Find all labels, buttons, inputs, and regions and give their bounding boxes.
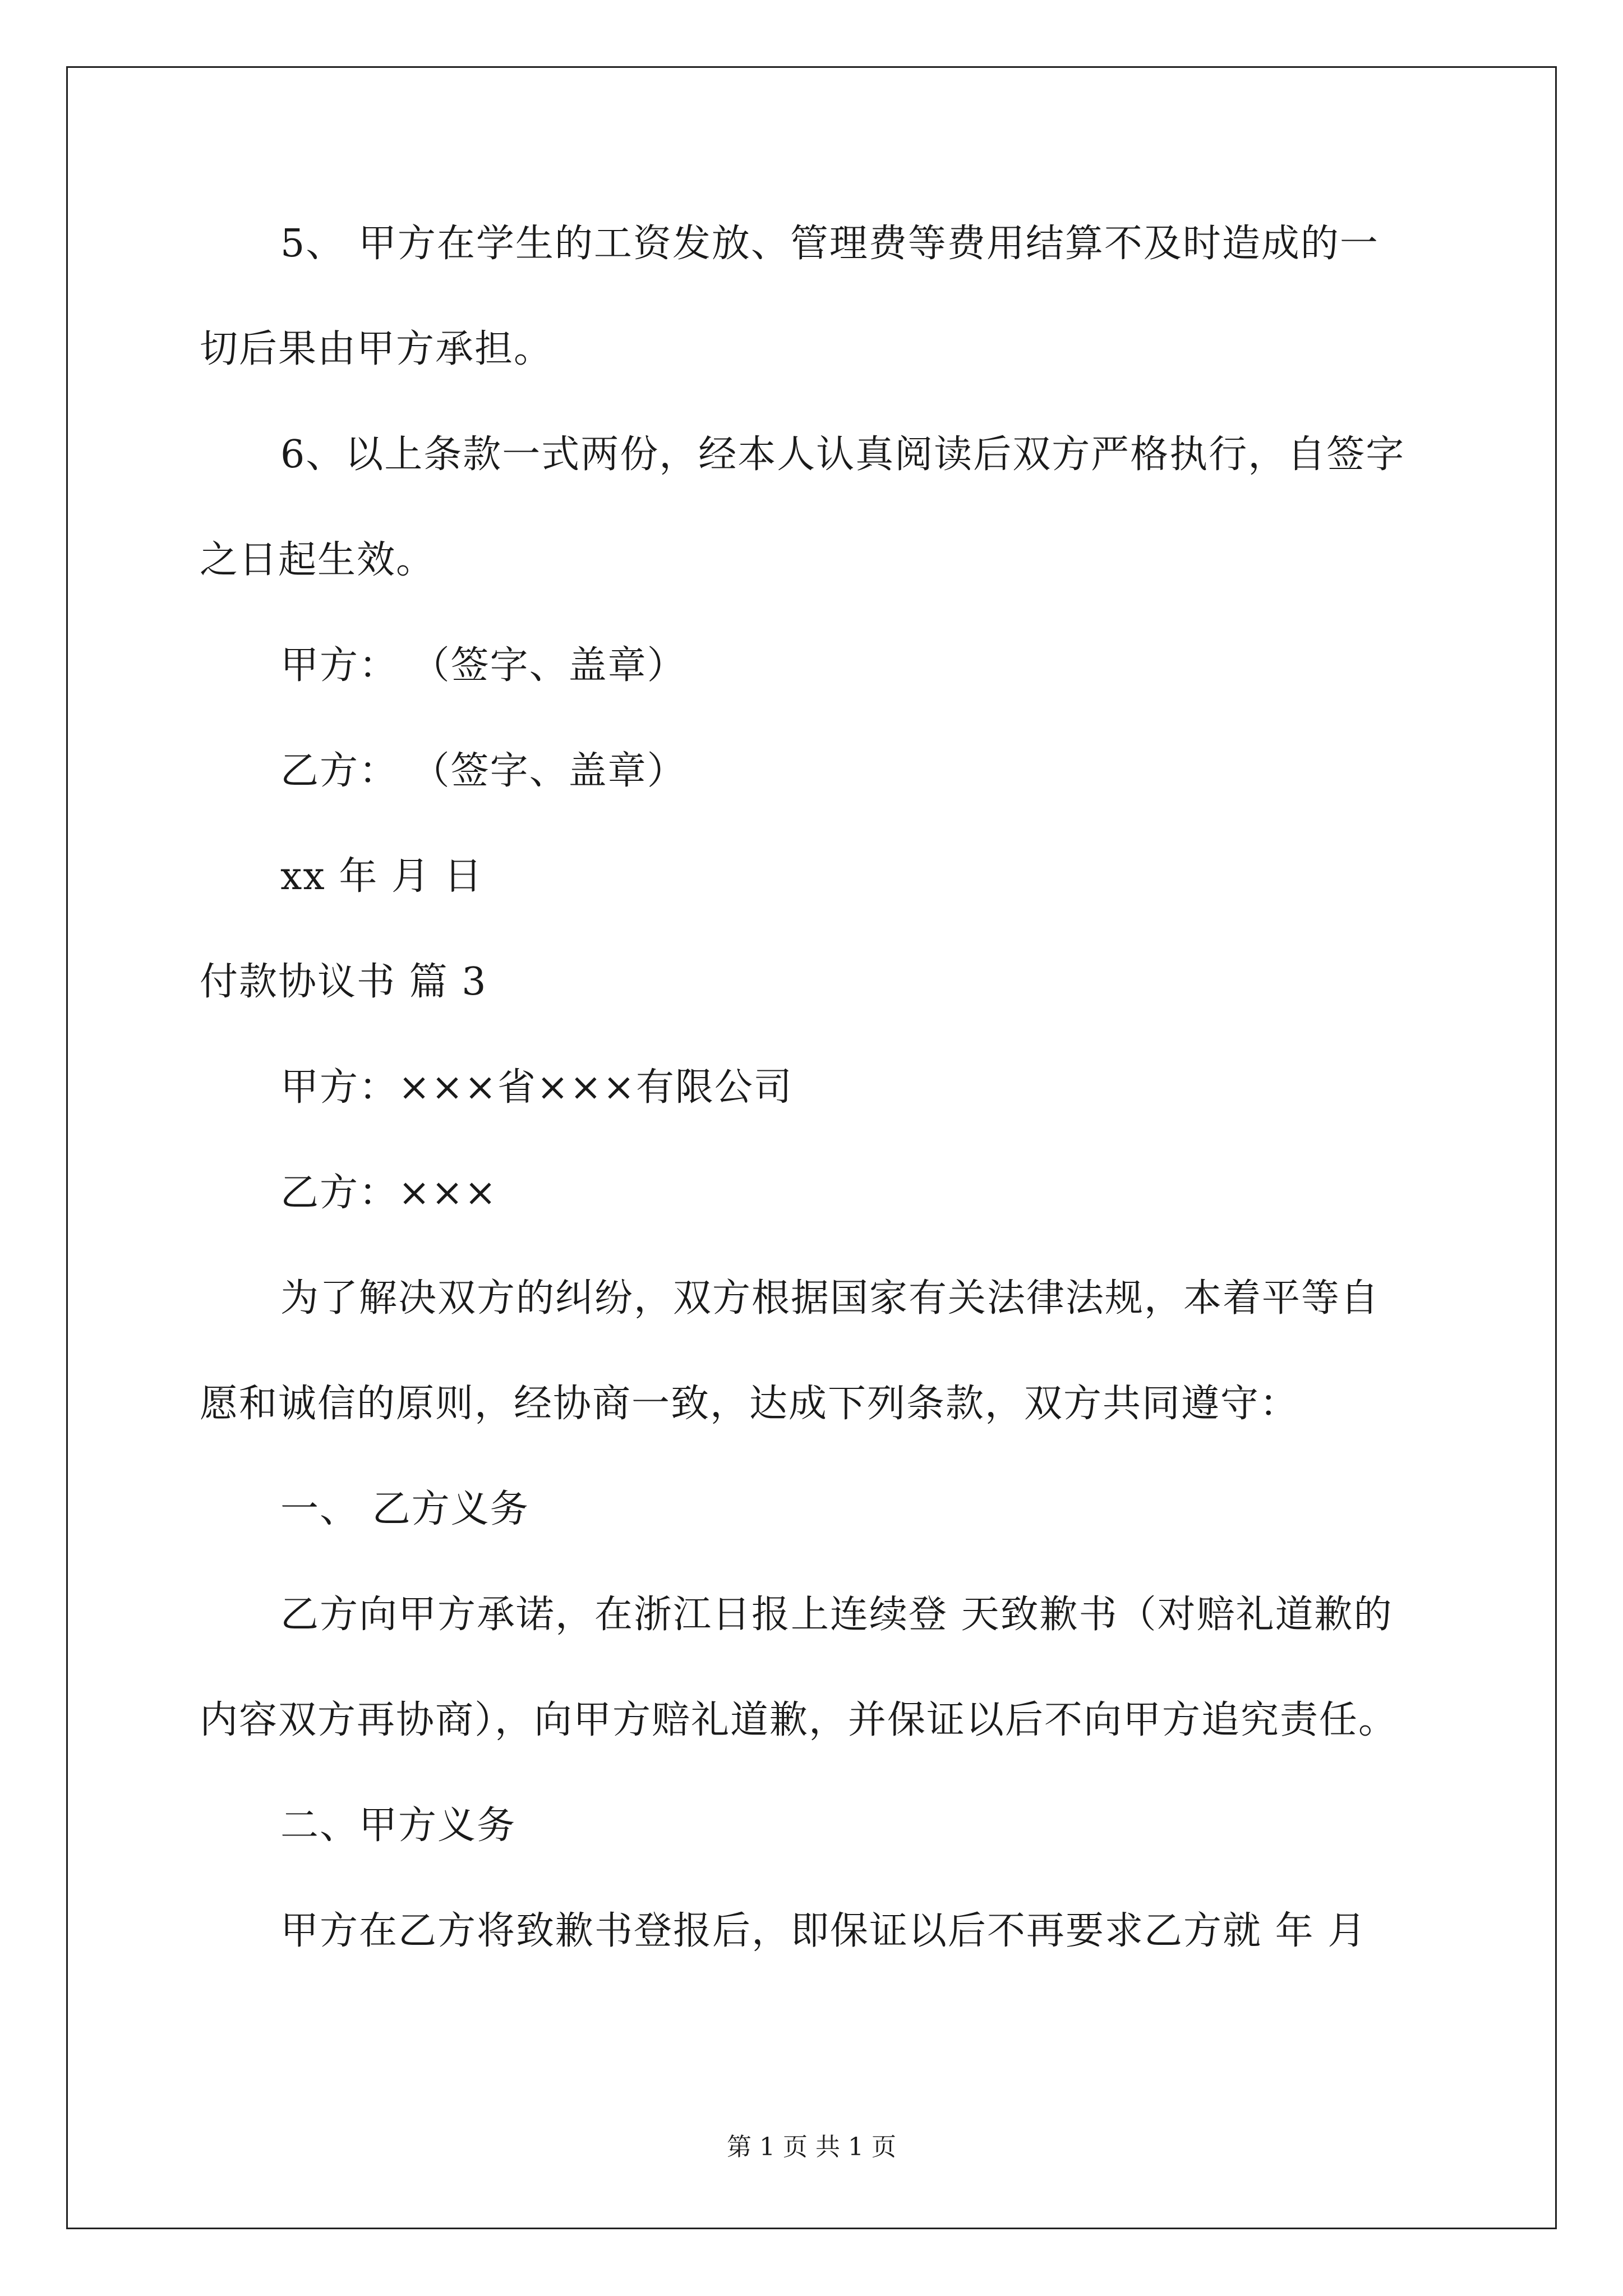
paragraph-line: 乙方向甲方承诺，在浙江日报上连续登 天致歉书（对赔礼道歉的 <box>280 1593 1393 1637</box>
paragraph-line: 愿和诚信的原则，经协商一致，达成下列条款，双方共同遵守： <box>200 1382 1299 1426</box>
paragraph-line: 切后果由甲方承担。 <box>200 327 554 371</box>
paragraph-line: 5、 甲方在学生的工资发放、管理费等费用结算不及时造成的一 <box>280 222 1379 266</box>
clause-heading: 一、 乙方义务 <box>280 1487 529 1531</box>
date-line: xx 年 月 日 <box>280 854 483 899</box>
paragraph-line: 甲方在乙方将致歉书登报后，即保证以后不再要求乙方就 年 月 <box>280 1909 1367 1953</box>
paragraph-line: 之日起生效。 <box>200 538 436 582</box>
party-b-name: 乙方：××× <box>280 1171 497 1215</box>
party-a-name: 甲方：×××省×××有限公司 <box>280 1065 793 1110</box>
paragraph-line: 内容双方再协商），向甲方赔礼道歉，并保证以后不向甲方追究责任。 <box>200 1698 1398 1742</box>
signature-line-party-b: 乙方： （签字、盖章） <box>280 749 686 793</box>
signature-line-party-a: 甲方： （签字、盖章） <box>280 643 686 688</box>
page-border <box>66 66 1557 2229</box>
page-footer: 第 1 页 共 1 页 <box>727 2133 896 2161</box>
paragraph-line: 6、以上条款一式两份，经本人认真阅读后双方严格执行，自签字 <box>280 432 1405 477</box>
paragraph-line: 为了解决双方的纠纷，双方根据国家有关法律法规，本着平等自 <box>280 1276 1380 1320</box>
section-heading: 付款协议书 篇 3 <box>200 960 487 1004</box>
clause-heading: 二、甲方义务 <box>280 1803 517 1848</box>
